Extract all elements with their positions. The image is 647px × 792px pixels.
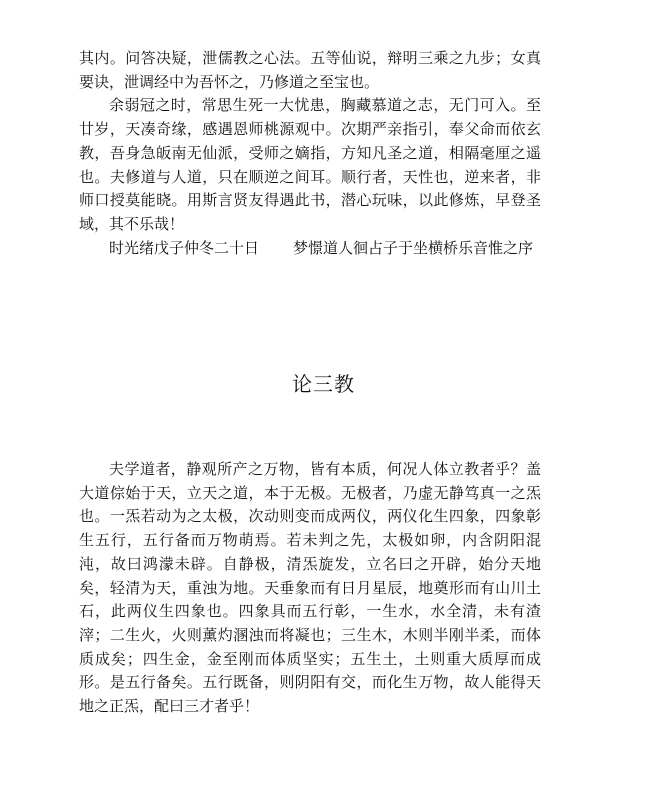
section-paragraph-1: 夫学道者，静观所产之万物，皆有本质，何况人体立教者乎？盖大道倧始于天，立天之道，本于无极。无极者，乃虚无静笃真一之炁也。一炁若动为之太极，次动则变而成两仪，两仪化生四象，四象彰生五行，五行备而万物萌焉。若未判之先，太极如卵，内含阴阳混沌，故曰鸿濛未辟。自静极，清炁旋发，立名曰之开辟，始分天地矣，轻清为天，重浊为地。天垂象而有日月星辰，地奠形而有山川土石，此两仪生四象也。四象具而五行彰，一生水，水全清，未有渣滓；二生火，火则薰灼溷浊而将凝也；三生木，木则半刚半柔，而体质成矣；四生金，金至刚而体质坚实；五生土，土则重大质厚而成形。是五行备矣。五行既备，则阴阳有交，而化生万物，故人能得天地之正炁，配曰三才者乎！ <box>79 460 541 716</box>
section-text-block <box>79 458 541 719</box>
signature-date: 时光绪戊子仲冬二十日 <box>109 238 260 257</box>
preface-paragraph-2: 余弱冠之时，常思生死一大忧患，胸藏慕道之志，无门可入。至廿岁，天凑奇缘，感遇恩师桃源观中。次期严亲指引，奉父命而依玄教，吾身急皈南无仙派，受师之嫡指，方知凡圣之道，相隔毫厘之遥也。夫修道与人道，只在顺逆之间耳。顺行者，天性也，逆来者，非师口授莫能晓。用斯言贤友得遇此书，潜心玩味，以此修炼，早登圣域，其不乐哉！ <box>79 96 541 233</box>
preface-paragraph-1: 其内。问答决疑，泄儒教之心法。五等仙说，辩明三乘之九步；女真要诀，泄调经中为吾怀之，乃修道之至宝也。 <box>79 49 541 91</box>
section-title: 论三教 <box>292 372 355 396</box>
preface-signature <box>79 237 541 261</box>
preface-text-block <box>79 47 541 260</box>
signature-author: 梦憬道人徊占子于坐横桥乐音惟之序 <box>293 238 534 257</box>
